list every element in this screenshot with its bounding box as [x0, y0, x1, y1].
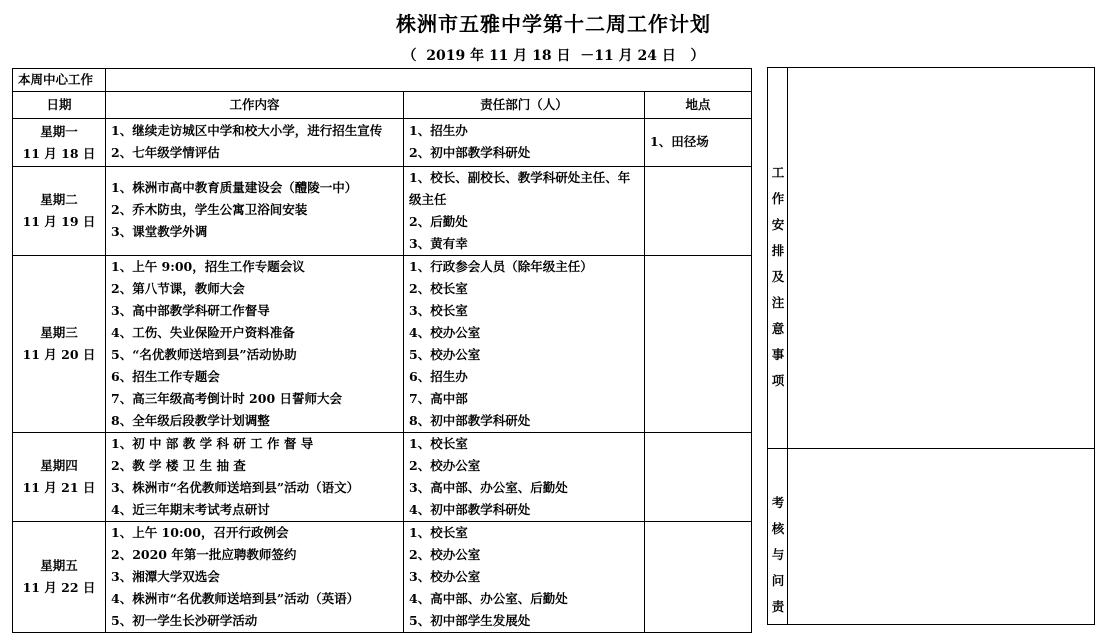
- task-item: 6、招生工作专题会: [111, 369, 220, 384]
- location-item: 1、田径场: [650, 134, 709, 149]
- task-item: 1、上午 9:00，招生工作专题会议: [111, 259, 305, 274]
- assessment-label: 考核与问责: [771, 495, 785, 614]
- task-item: 2、2020 年第一批应聘教师签约: [111, 547, 297, 562]
- notes-label: 工作安排及注意事项: [771, 165, 785, 388]
- department-item: 8、初中部教学科研处: [409, 413, 531, 428]
- task-item: 1、株洲市高中教育质量建设会（醴陵一中）: [111, 180, 358, 195]
- department-item: 5、初中部学生发展处: [409, 613, 531, 628]
- department-item: 1、校长室: [409, 436, 468, 451]
- department-item: 3、黄有幸: [409, 236, 468, 251]
- day-date: 11 月 20 日: [22, 347, 96, 362]
- task-item: 7、高三年级高考倒计时 200 日誓师大会: [111, 391, 342, 406]
- department-item: 2、校办公室: [409, 547, 481, 562]
- day-cell: [13, 167, 106, 256]
- day-name: 星期五: [40, 558, 78, 573]
- day-name: 星期一: [40, 123, 78, 139]
- task-item: 3、湘潭大学双选会: [111, 569, 220, 584]
- day-cell: [13, 119, 106, 167]
- departments-cell: [404, 256, 645, 433]
- task-item: 4、工伤、失业保险开户资料准备: [111, 325, 295, 340]
- day-date: 11 月 18 日: [22, 145, 96, 161]
- central-work-label: 本周中心工作: [13, 69, 106, 92]
- department-item: 1、校长、副校长、教学科研处主任、年级主任: [409, 170, 631, 207]
- table-row-tuesday: [13, 167, 752, 256]
- department-item: 6、招生办: [409, 369, 468, 384]
- task-item: 3、课堂教学外调: [111, 224, 208, 239]
- page-title: 株洲市五雅中学第十二周工作计划: [396, 12, 711, 36]
- table-row-wednesday: [13, 256, 752, 433]
- department-item: 2、后勤处: [409, 214, 468, 229]
- department-item: 1、行政参会人员（除年级主任）: [409, 259, 593, 274]
- page-subtitle: （ 2019 年 11 月 18 日 －11 月 24 日 ）: [402, 48, 705, 64]
- tasks-cell: [106, 167, 404, 256]
- department-item: 4、校办公室: [409, 325, 481, 340]
- task-item: 4、株洲市“名优教师送培到县”活动（英语）: [111, 591, 360, 606]
- task-item: 5、初一学生长沙研学活动: [111, 613, 258, 628]
- department-item: 2、校长室: [409, 281, 468, 296]
- task-item: 2、教 学 楼 卫 生 抽 查: [111, 458, 246, 473]
- table-row-monday: [13, 119, 752, 167]
- day-date: 11 月 19 日: [22, 214, 96, 229]
- location-cell: [645, 119, 752, 167]
- department-item: 3、高中部、办公室、后勤处: [409, 480, 568, 495]
- task-item: 1、初 中 部 教 学 科 研 工 作 督 导: [111, 436, 314, 451]
- location-cell: [645, 522, 752, 633]
- department-item: 4、初中部教学科研处: [409, 502, 531, 517]
- departments-cell: [404, 433, 645, 522]
- department-item: 1、招生办: [409, 123, 468, 138]
- column-header-date: 日期: [13, 92, 106, 119]
- task-item: 3、高中部教学科研工作督导: [111, 303, 270, 318]
- day-cell: [13, 256, 106, 433]
- day-date: 11 月 21 日: [22, 480, 96, 495]
- notes-content-box: [787, 67, 1095, 449]
- task-item: 8、全年级后段教学计划调整: [111, 413, 270, 428]
- day-name: 星期三: [40, 325, 78, 340]
- department-item: 4、高中部、办公室、后勤处: [409, 591, 568, 606]
- departments-cell: [404, 522, 645, 633]
- department-item: 2、初中部教学科研处: [409, 145, 531, 160]
- central-work-row: [13, 69, 752, 92]
- department-item: 3、校办公室: [409, 569, 481, 584]
- task-item: 2、乔木防虫，学生公寓卫浴间安装: [111, 202, 308, 217]
- day-date: 11 月 22 日: [22, 580, 96, 595]
- assessment-content-box: [787, 448, 1095, 625]
- location-cell: [645, 167, 752, 256]
- task-item: 5、“名优教师送培到县”活动协助: [111, 347, 297, 362]
- department-item: 3、校长室: [409, 303, 468, 318]
- task-item: 3、株洲市“名优教师送培到县”活动（语文）: [111, 480, 360, 495]
- day-name: 星期四: [40, 458, 78, 473]
- day-name: 星期二: [40, 192, 78, 207]
- location-cell: [645, 433, 752, 522]
- column-header-work-content: 工作内容: [106, 92, 404, 119]
- departments-cell: [404, 167, 645, 256]
- table-header-row: [13, 92, 752, 119]
- departments-cell: [404, 119, 645, 167]
- table-row-friday: [13, 522, 752, 633]
- day-cell: [13, 522, 106, 633]
- tasks-cell: [106, 256, 404, 433]
- tasks-cell: [106, 522, 404, 633]
- column-header-department: 责任部门（人）: [404, 92, 645, 119]
- day-cell: [13, 433, 106, 522]
- table-row-thursday: [13, 433, 752, 522]
- task-item: 1、继续走访城区中学和校大小学，进行招生宣传: [111, 123, 383, 138]
- tasks-cell: [106, 433, 404, 522]
- department-item: 2、校办公室: [409, 458, 481, 473]
- tasks-cell: [106, 119, 404, 167]
- department-item: 5、校办公室: [409, 347, 481, 362]
- department-item: 7、高中部: [409, 391, 468, 406]
- task-item: 1、上午 10:00，召开行政例会: [111, 525, 289, 540]
- column-header-location: 地点: [645, 92, 752, 119]
- task-item: 2、第八节课，教师大会: [111, 281, 245, 296]
- location-cell: [645, 256, 752, 433]
- central-work-value: [106, 69, 752, 92]
- work-plan-table: [12, 68, 752, 633]
- task-item: 4、近三年期末考试考点研讨: [111, 502, 270, 517]
- task-item: 2、七年级学情评估: [111, 145, 220, 160]
- department-item: 1、校长室: [409, 525, 468, 540]
